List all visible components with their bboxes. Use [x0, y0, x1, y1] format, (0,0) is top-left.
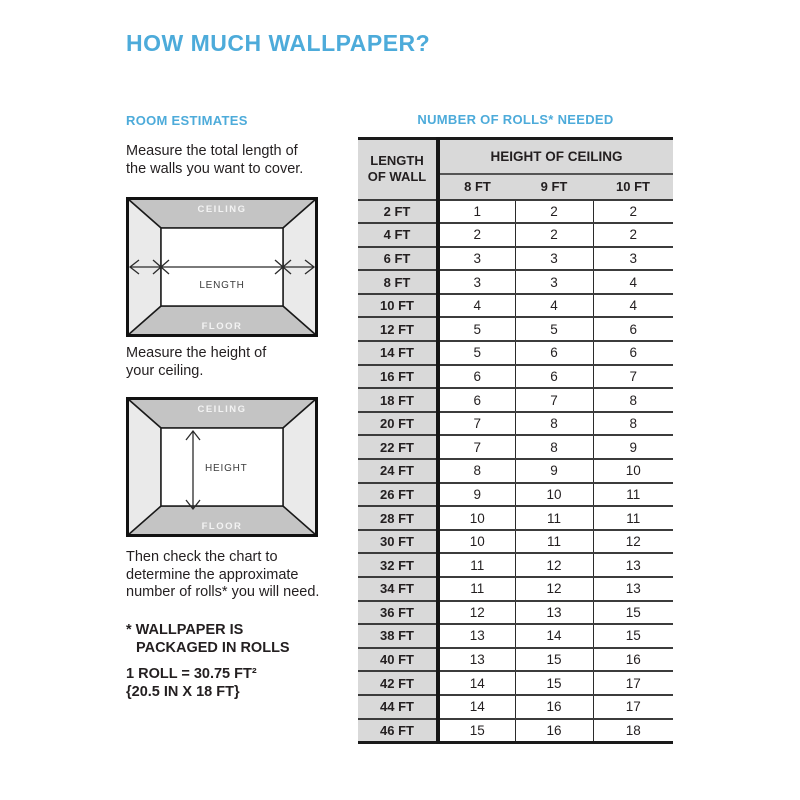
table-row — [358, 412, 673, 436]
rolls-value-cell: 11 — [593, 483, 673, 507]
ceiling-label: CEILING — [197, 204, 247, 215]
rolls-value-cell: 12 — [593, 530, 673, 554]
rolls-value-cell: 8 — [593, 412, 673, 436]
rolls-value-cell: 16 — [593, 648, 673, 672]
rolls-value-cell: 9 — [515, 459, 593, 483]
step2-line1: Measure the height of — [126, 345, 267, 361]
rolls-value-cell: 13 — [593, 553, 673, 577]
roll-info-line1: 1 ROLL = 30.75 FT² — [126, 666, 257, 682]
wall-length-cell: 34 FT — [358, 577, 438, 601]
step3-line1: Then check the chart to — [126, 549, 278, 565]
step1-text — [126, 143, 303, 178]
rolls-value-cell: 6 — [515, 341, 593, 365]
table-row — [358, 648, 673, 672]
table-row — [358, 624, 673, 648]
rolls-value-cell: 3 — [438, 270, 515, 294]
wall-length-cell: 12 FT — [358, 317, 438, 341]
wall-length-cell: 40 FT — [358, 648, 438, 672]
rolls-value-cell: 6 — [593, 341, 673, 365]
rolls-value-cell: 6 — [438, 388, 515, 412]
ceiling-9ft-header: 9 FT — [515, 174, 593, 200]
rolls-table-heading: NUMBER OF ROLLS* NEEDED — [417, 112, 614, 127]
rolls-value-cell: 11 — [438, 553, 515, 577]
rolls-value-cell: 13 — [438, 648, 515, 672]
wall-length-cell: 22 FT — [358, 435, 438, 459]
rolls-value-cell: 15 — [593, 601, 673, 625]
table-row — [358, 506, 673, 530]
rolls-value-cell: 18 — [593, 719, 673, 743]
rolls-value-cell: 13 — [593, 577, 673, 601]
step2-line2: your ceiling. — [126, 362, 204, 379]
roll-size-info — [126, 666, 257, 701]
room-estimates-heading: ROOM ESTIMATES — [126, 113, 248, 128]
rolls-value-cell: 9 — [438, 483, 515, 507]
height-room-diagram — [126, 397, 318, 537]
rolls-value-cell: 3 — [515, 270, 593, 294]
ceiling-8ft-header: 8 FT — [438, 174, 515, 200]
rolls-value-cell: 4 — [438, 294, 515, 318]
step2-text — [126, 345, 266, 380]
step3-line2: determine the approximate — [126, 566, 299, 583]
wallpaper-footnote — [126, 621, 290, 657]
table-row — [358, 719, 673, 743]
rolls-value-cell: 2 — [438, 223, 515, 247]
rolls-value-cell: 14 — [438, 695, 515, 719]
wall-length-cell: 42 FT — [358, 671, 438, 695]
wall-length-cell: 36 FT — [358, 601, 438, 625]
table-row — [358, 671, 673, 695]
step1-line1: Measure the total length of — [126, 143, 298, 159]
rolls-value-cell: 8 — [593, 388, 673, 412]
rolls-value-cell: 6 — [593, 317, 673, 341]
wall-length-cell: 38 FT — [358, 624, 438, 648]
rolls-value-cell: 7 — [515, 388, 593, 412]
rolls-value-cell: 2 — [593, 223, 673, 247]
wall-length-cell: 44 FT — [358, 695, 438, 719]
rolls-value-cell: 11 — [515, 530, 593, 554]
rolls-value-cell: 13 — [438, 624, 515, 648]
wall-length-cell: 26 FT — [358, 483, 438, 507]
rolls-value-cell: 14 — [438, 671, 515, 695]
wall-length-cell: 14 FT — [358, 341, 438, 365]
rolls-value-cell: 2 — [593, 200, 673, 224]
table-row — [358, 695, 673, 719]
floor-label: FLOOR — [201, 321, 243, 332]
length-room-diagram — [126, 197, 318, 337]
wall-length-cell: 30 FT — [358, 530, 438, 554]
rolls-value-cell: 10 — [515, 483, 593, 507]
footnote-line1: * WALLPAPER IS — [126, 622, 244, 638]
height-of-ceiling-header: HEIGHT OF CEILING — [438, 139, 673, 174]
rolls-value-cell: 5 — [515, 317, 593, 341]
rolls-value-cell: 2 — [515, 223, 593, 247]
rolls-value-cell: 10 — [593, 459, 673, 483]
wall-length-cell: 32 FT — [358, 553, 438, 577]
table-row — [358, 223, 673, 247]
table-row — [358, 365, 673, 389]
rolls-table — [358, 137, 673, 744]
rolls-value-cell: 15 — [515, 671, 593, 695]
rolls-value-cell: 15 — [438, 719, 515, 743]
wall-length-cell: 18 FT — [358, 388, 438, 412]
table-row — [358, 317, 673, 341]
table-row — [358, 294, 673, 318]
corner-line2: OF WALL — [367, 169, 427, 185]
wall-length-cell: 10 FT — [358, 294, 438, 318]
table-row — [358, 247, 673, 271]
rolls-value-cell: 17 — [593, 671, 673, 695]
step3-line3: number of rolls* you will need. — [126, 584, 320, 600]
wall-length-cell: 6 FT — [358, 247, 438, 271]
rolls-value-cell: 6 — [438, 365, 515, 389]
rolls-value-cell: 5 — [438, 341, 515, 365]
rolls-value-cell: 17 — [593, 695, 673, 719]
rolls-value-cell: 3 — [438, 247, 515, 271]
rolls-value-cell: 2 — [515, 200, 593, 224]
rolls-value-cell: 6 — [515, 365, 593, 389]
rolls-value-cell: 7 — [593, 365, 673, 389]
rolls-value-cell: 15 — [593, 624, 673, 648]
rolls-value-cell: 14 — [515, 624, 593, 648]
wall-length-cell: 28 FT — [358, 506, 438, 530]
height-label: HEIGHT — [205, 463, 248, 474]
length-of-wall-header — [358, 139, 438, 200]
rolls-value-cell: 10 — [438, 530, 515, 554]
rolls-value-cell: 11 — [515, 506, 593, 530]
corner-line1: LENGTH — [370, 153, 424, 169]
rolls-value-cell: 4 — [593, 294, 673, 318]
rolls-value-cell: 12 — [438, 601, 515, 625]
rolls-value-cell: 11 — [438, 577, 515, 601]
page-title: HOW MUCH WALLPAPER? — [126, 30, 431, 56]
rolls-value-cell: 9 — [593, 435, 673, 459]
table-row — [358, 553, 673, 577]
wall-length-cell: 2 FT — [358, 200, 438, 224]
ceiling-label: CEILING — [197, 404, 247, 415]
table-row — [358, 577, 673, 601]
rolls-value-cell: 13 — [515, 601, 593, 625]
rolls-value-cell: 16 — [515, 719, 593, 743]
rolls-table-body — [358, 200, 673, 743]
rolls-value-cell: 8 — [438, 459, 515, 483]
table-row — [358, 459, 673, 483]
rolls-value-cell: 7 — [438, 412, 515, 436]
floor-label: FLOOR — [201, 521, 243, 532]
rolls-value-cell: 5 — [438, 317, 515, 341]
ceiling-10ft-header: 10 FT — [593, 174, 673, 200]
table-row — [358, 341, 673, 365]
rolls-value-cell: 4 — [515, 294, 593, 318]
wall-length-cell: 20 FT — [358, 412, 438, 436]
table-row — [358, 270, 673, 294]
rolls-value-cell: 8 — [515, 435, 593, 459]
wall-length-cell: 24 FT — [358, 459, 438, 483]
wall-length-cell: 46 FT — [358, 719, 438, 743]
wall-length-cell: 4 FT — [358, 223, 438, 247]
rolls-value-cell: 7 — [438, 435, 515, 459]
rolls-value-cell: 1 — [438, 200, 515, 224]
rolls-value-cell: 4 — [593, 270, 673, 294]
rolls-value-cell: 15 — [515, 648, 593, 672]
roll-info-line2: {20.5 IN X 18 FT} — [126, 683, 240, 700]
step1-line2: the walls you want to cover. — [126, 160, 304, 177]
table-row — [358, 200, 673, 224]
rolls-value-cell: 8 — [515, 412, 593, 436]
step3-text — [126, 549, 319, 602]
rolls-value-cell: 10 — [438, 506, 515, 530]
wall-length-cell: 8 FT — [358, 270, 438, 294]
wall-length-cell: 16 FT — [358, 365, 438, 389]
rolls-value-cell: 12 — [515, 577, 593, 601]
table-row — [358, 435, 673, 459]
rolls-value-cell: 11 — [593, 506, 673, 530]
rolls-value-cell: 3 — [515, 247, 593, 271]
footnote-line2: PACKAGED IN ROLLS — [136, 640, 290, 656]
rolls-value-cell: 12 — [515, 553, 593, 577]
table-row — [358, 483, 673, 507]
rolls-value-cell: 16 — [515, 695, 593, 719]
length-label: LENGTH — [199, 280, 245, 291]
rolls-value-cell: 3 — [593, 247, 673, 271]
table-row — [358, 388, 673, 412]
table-row — [358, 530, 673, 554]
table-row — [358, 601, 673, 625]
